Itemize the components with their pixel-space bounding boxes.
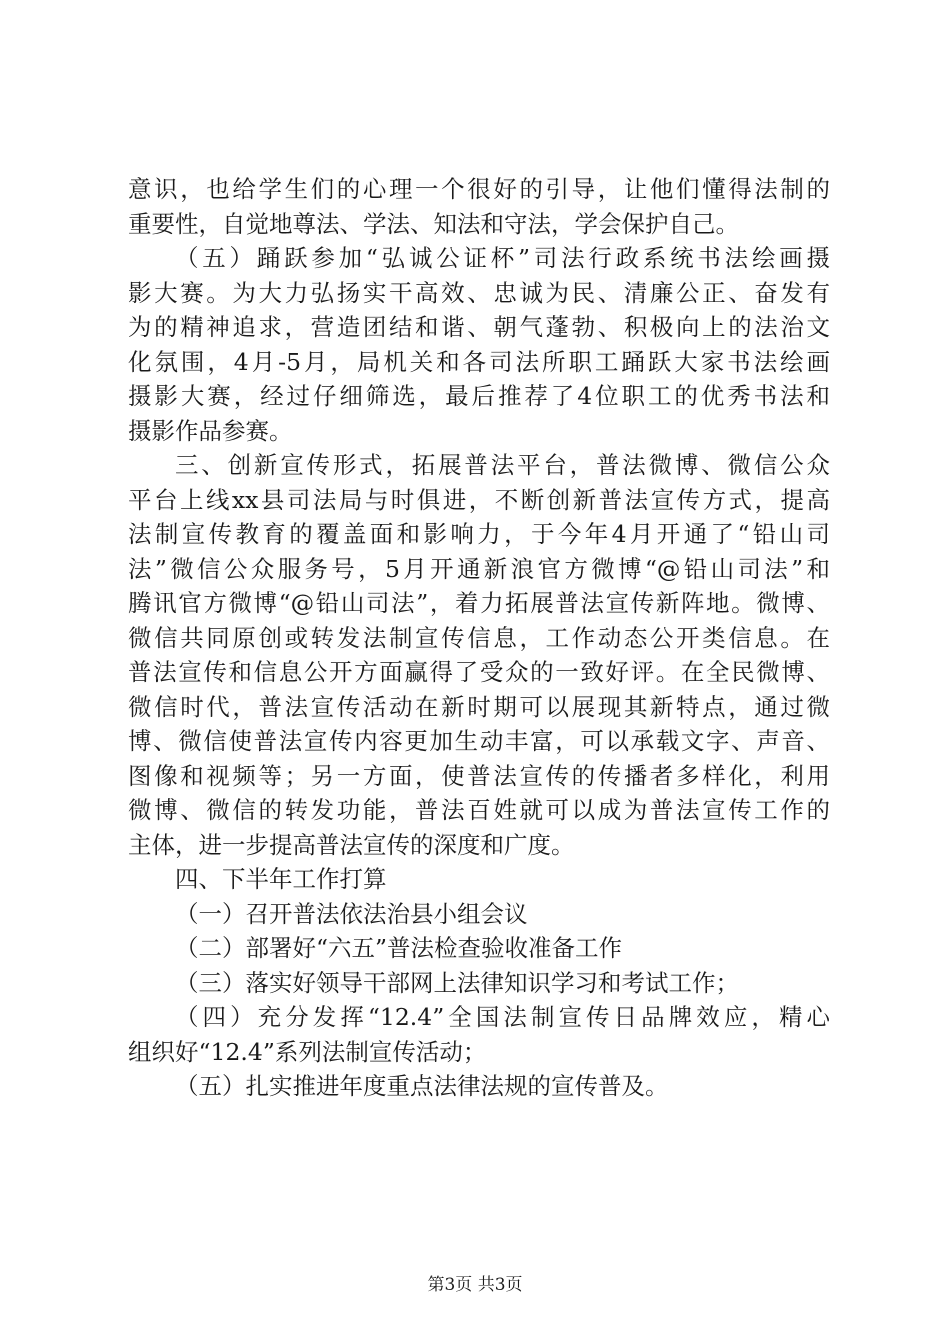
text-line: 微博、微信的转发功能，普法百姓就可以成为普法宣传工作的 bbox=[128, 796, 830, 824]
text-line: （五）扎实推进年度重点法律法规的宣传普及。 bbox=[175, 1072, 669, 1100]
text-line: （二）部署好“六五”普法检查验收准备工作 bbox=[175, 934, 623, 962]
document-body bbox=[128, 172, 830, 1104]
text-line: 博、微信使普法宣传内容更加生动丰富，可以承载文字、声音、 bbox=[128, 727, 830, 755]
text-line: （一）召开普法依法治县小组会议 bbox=[175, 899, 528, 928]
text-line: 组织好“12.4”系列法制宣传活动； bbox=[128, 1037, 487, 1066]
text-line: 影大赛。为大力弘扬实干高效、忠诚为民、清廉公正、奋发有 bbox=[128, 278, 830, 307]
text-line: 重要性，自觉地尊法、学法、知法和守法，学会保护自己。 bbox=[128, 209, 739, 238]
text-line: （三）落实好领导干部网上法律知识学习和考试工作； bbox=[175, 968, 739, 997]
text-line: 三、创新宣传形式，拓展普法平台，普法微博、微信公众 bbox=[175, 451, 830, 479]
text-line: 意识，也给学生们的心理一个很好的引导，让他们懂得法制的 bbox=[128, 175, 830, 203]
text-line: 法制宣传教育的覆盖面和影响力，于今年4月开通了“铅山司 bbox=[128, 520, 830, 548]
text-line: 图像和视频等；另一方面，使普法宣传的传播者多样化，利用 bbox=[128, 761, 830, 790]
text-line: 腾讯官方微博“@铅山司法”，着力拓展普法宣传新阵地。微博、 bbox=[128, 589, 830, 617]
text-line: 微信时代，普法宣传活动在新时期可以展现其新特点，通过微 bbox=[128, 692, 830, 721]
text-line: 微信共同原创或转发法制宣传信息，工作动态公开类信息。在 bbox=[128, 623, 830, 652]
text-line: 摄影作品参赛。 bbox=[128, 416, 293, 445]
text-line: 四、下半年工作打算 bbox=[175, 865, 387, 893]
text-line: 为的精神追求，营造团结和谐、朝气蓬勃、积极向上的法治文 bbox=[128, 313, 830, 341]
page-footer: 第3页 共3页 bbox=[427, 1275, 523, 1295]
text-line: 主体，进一步提高普法宣传的深度和广度。 bbox=[128, 830, 575, 859]
text-line: 法”微信公众服务号，5月开通新浪官方微博“@铅山司法”和 bbox=[128, 554, 830, 583]
text-line: 普法宣传和信息公开方面赢得了受众的一致好评。在全民微博、 bbox=[128, 658, 830, 686]
text-line: 平台上线xx县司法局与时俱进，不断创新普法宣传方式，提高 bbox=[128, 485, 830, 514]
text-line: （四）充分发挥“12.4”全国法制宣传日品牌效应，精心 bbox=[175, 1003, 830, 1031]
text-line: 化氛围，4月-5月，局机关和各司法所职工踊跃大家书法绘画 bbox=[128, 347, 830, 376]
text-line: 摄影大赛，经过仔细筛选，最后推荐了4位职工的优秀书法和 bbox=[128, 382, 830, 410]
text-line: （五）踊跃参加“弘诚公证杯”司法行政系统书法绘画摄 bbox=[175, 244, 830, 272]
